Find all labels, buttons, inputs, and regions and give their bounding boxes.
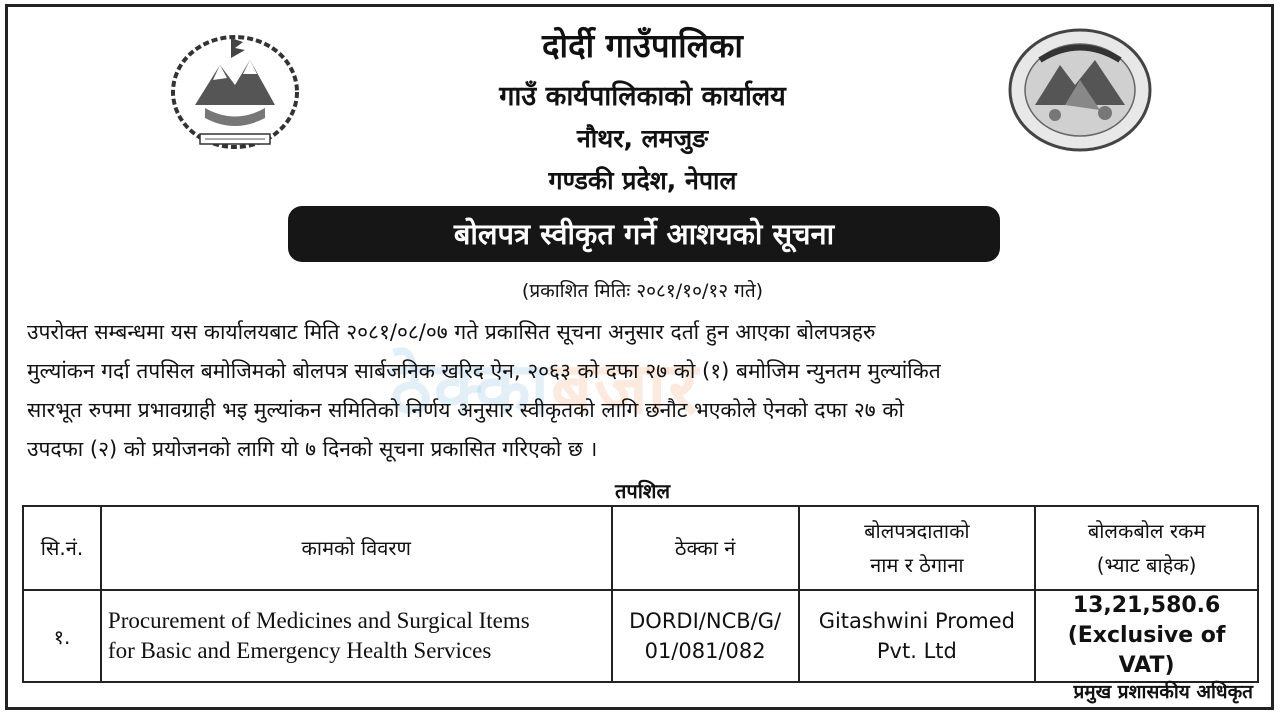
desc-line1: Procurement of Medicines and Surgical Items [107,608,530,633]
row-contract-no [612,590,799,682]
bidder-header-line1: बोलपत्रदाताको [864,519,970,543]
office-address: नौथर, लमजुङ [576,124,709,153]
col-header-sn: सि.नं. [23,506,101,590]
contract-line1: DORDI/NCB/G/ [629,609,782,633]
notice-title-banner: बोलपत्र स्वीकृत गर्ने आशयको सूचना [288,206,1000,262]
col-header-contract-no: ठेक्का नं [612,506,799,590]
body-line-3: सारभूत रुपमा प्रभावग्राही भइ मुल्यांकन समितिको निर्णय अनुसार स्वीकृतको लागि छनौट भएकोले ऐनको दफा २७ को [27,398,904,422]
row-sn: १. [23,590,101,682]
annex-heading: तपशिल [614,479,671,503]
table-header-row [23,506,1258,590]
bidder-line2: Pvt. Ltd [876,639,957,663]
contract-line2: 01/081/082 [644,639,766,663]
municipality-title: दोर्दी गाउँपालिका [542,26,743,65]
col-header-amount [1035,506,1258,590]
office-name: गाउँ कार्यपालिकाको कार्यालय [499,81,786,112]
bidder-header-line2: नाम र ठेगाना [870,553,964,577]
col-header-description: कामको विवरण [101,506,612,590]
signature-title: प्रमुख प्रशासकीय अधिकृत [1073,681,1253,703]
amount-note: (Exclusive of VAT) [1067,623,1226,678]
watermark-part2: बजार [551,346,700,430]
watermark-part1: ठेक्का [390,346,552,430]
amount-value: 13,21,580.6 [1072,593,1221,618]
published-date: (प्रकाशित मितिः २०८१/१०/१२ गते) [521,280,764,302]
row-amount [1035,590,1258,682]
row-bidder [799,590,1036,682]
body-line-4: उपदफा (२) को प्रयोजनको लागि यो ७ दिनको सूचना प्रकासित गरिएको छ । [27,437,598,461]
body-line-2: मुल्यांकन गर्दा तपसिल बमोजिमको बोलपत्र सार्बजनिक खरिद ऐन, २०६३ को दफा २७ को (१) बमोजिम न्युनतम मुल्यांकित [27,359,941,383]
amount-header-line2: (भ्याट बाहेक) [1096,553,1197,577]
bidder-line1: Gitashwini Promed [818,609,1016,633]
row-description [101,590,612,682]
body-line-1: उपरोक्त सम्बन्धमा यस कार्यालयबाट मिति २०८१/०८/०७ गते प्रकासित सूचना अनुसार दर्ता हुन आएका बोलपत्रहरु [27,320,876,344]
col-header-bidder [799,506,1036,590]
table-row [23,590,1258,682]
amount-header-line1: बोलकबोल रकम [1087,519,1206,543]
province-line: गण्डकी प्रदेश, नेपाल [548,166,737,195]
bid-table [22,505,1259,683]
desc-line2: for Basic and Emergency Health Services [107,638,492,663]
